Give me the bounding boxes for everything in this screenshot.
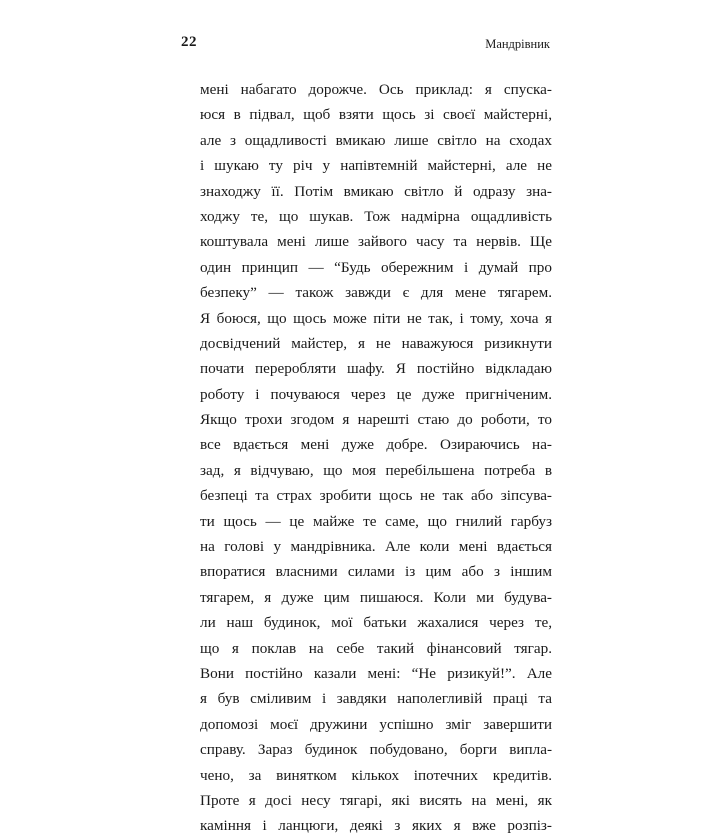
text-line: безпеці та страх зробити щось не так або зіпсува- (200, 487, 552, 505)
text-line: але з ощадливості вмикаю лише світло на сходах (200, 131, 552, 149)
text-line: я був сміливим і завдяки наполегливій праці та (200, 690, 552, 708)
text-line: каміння і ланцюги, деякі з яких я вже розпіз- (200, 817, 552, 835)
text-line: що я поклав на себе такий фінансовий тягар. (200, 639, 552, 657)
text-line: Вони постійно казали мені: “Не ризикуй!”. Але (200, 664, 552, 682)
text-line: все вдається мені дуже добре. Озираючись на- (200, 436, 552, 454)
page-number: 22 (181, 34, 197, 50)
text-line: коштувала мені лише зайвого часу та нервів. Ще (200, 233, 552, 251)
text-line: зад, я відчуваю, що моя перебільшена потреба в (200, 461, 552, 479)
text-line: Проте я досі несу тягарі, які висять на мені, як (200, 791, 552, 809)
text-line: впоратися власними силами із цим або з іншим (200, 563, 552, 581)
text-line: Якщо трохи згодом я нарешті стаю до роботи, то (200, 411, 552, 429)
text-line: ли наш будинок, мої батьки жахалися через те, (200, 614, 552, 632)
text-line: знаходжу її. Потім вмикаю світло й одразу зна- (200, 182, 552, 200)
text-line: юся в підвал, щоб взяти щось зі своєї майстерні, (200, 106, 552, 124)
text-line: на голові у мандрівника. Але коли мені вдається (200, 538, 552, 556)
text-line: тягарем, я дуже цим пишаюся. Коли ми будува- (200, 588, 552, 606)
text-line: почати переробляти шафу. Я постійно відкладаю (200, 360, 552, 378)
text-line: ти щось — це майже те саме, що гнилий гарбуз (200, 512, 552, 530)
text-line: ходжу те, що шукав. Тож надмірна ощадливість (200, 207, 552, 225)
text-line: досвідчений майстер, я не наважуюся ризикнути (200, 334, 552, 352)
text-line: роботу і почуваюся через це дуже пригніченим. (200, 385, 552, 403)
text-line: безпеку” — також завжди є для мене тягарем. (200, 284, 552, 302)
text-line: і шукаю ту річ у напівтемній майстерні, але не (200, 157, 552, 175)
text-line: допомозі моєї дружини успішно зміг завершити (200, 715, 552, 733)
text-line: справу. Зараз будинок побудовано, борги виплa- (200, 741, 552, 759)
text-line: Я боюся, що щось може піти не так, і тому, хоча я (200, 309, 552, 327)
text-line: один принцип — “Будь обережним і думай про (200, 258, 552, 276)
body-text (200, 77, 552, 839)
running-title: Мандрівник (485, 37, 550, 51)
text-line: мені набагато дорожче. Ось приклад: я спуска- (200, 81, 552, 98)
text-line: чено, за винятком кількох іпотечних кредитів. (200, 766, 552, 784)
